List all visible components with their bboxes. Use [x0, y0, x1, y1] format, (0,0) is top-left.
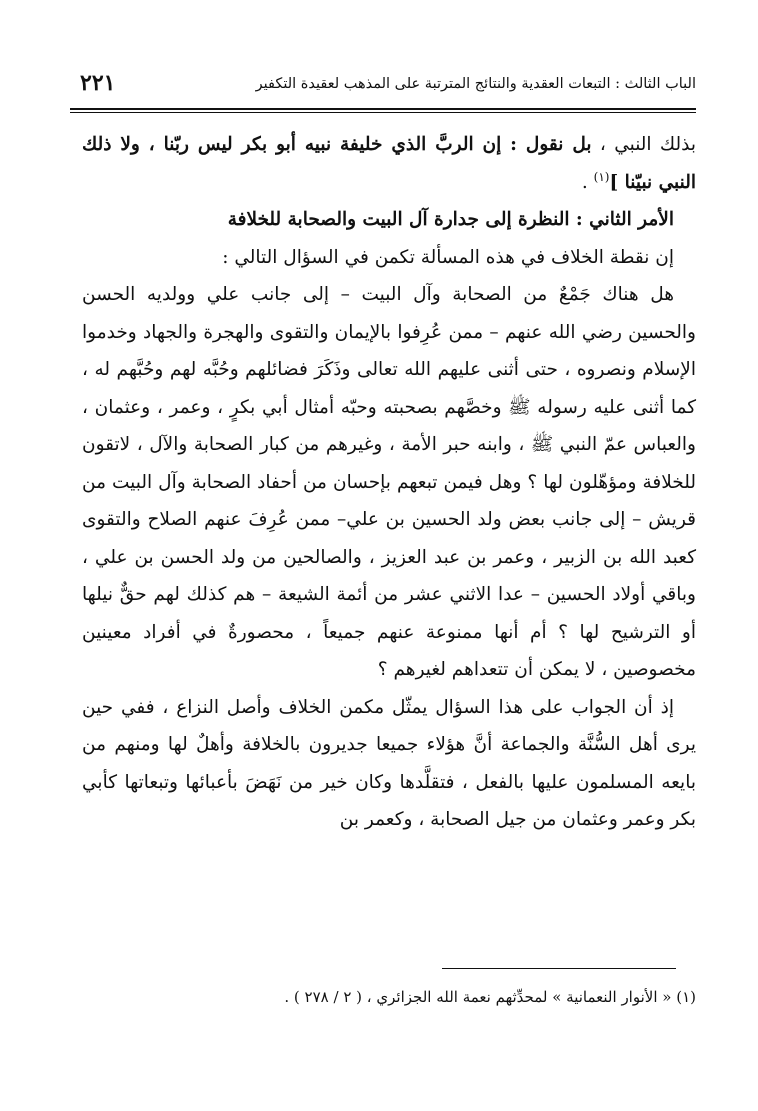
paragraph-quote-end — [82, 126, 696, 201]
quote-bold: بل نقول : إن الربَّ الذي خليفة نبيه أبو بكر ليس ربّنا ، ولا ذلك النبي نبيّنا ] — [82, 134, 696, 193]
section-heading-text: الأمر الثاني : النظرة إلى جدارة آل البيت والصحابة للخلافة — [227, 209, 674, 230]
main-text — [82, 126, 696, 839]
running-title: الباب الثالث : التبعات العقدية والنتائج المترتبة على المذهب لعقيدة التكفير — [255, 76, 696, 92]
paragraph: إذ أن الجواب على هذا السؤال يمثّل مكمن الخلاف وأصل النزاع ، ففي حين يرى أهل السُّنَّة والجماعة أنَّ هؤلاء جميعا جديرون بالخلافة وأهلٌ لها ومنهم من بايعه المسلمون عليها بالفعل ، فتقلَّدها وكان خير من نَهَضَ بأعبائها وتبعاتها كأبي بكر وعمر وعثمان من جيل الصحابة ، وكعمر بن — [82, 696, 696, 830]
page-number: ٢٢١ — [80, 70, 116, 96]
quote-lead: بذلك النبي ، — [591, 134, 697, 155]
section-heading — [82, 201, 696, 239]
paragraph: إن نقطة الخلاف في هذه المسألة تكمن في السؤال التالي : — [222, 246, 674, 268]
header-rule — [70, 108, 696, 110]
quote-end: . — [581, 171, 594, 193]
page-header — [70, 70, 696, 108]
footnote-reference: (١) — [593, 169, 610, 184]
footnote-separator — [442, 968, 676, 969]
footnote: (١) « الأنوار النعمانية » لمحدِّثهم نعمة الله الجزائري ، ( ٢ / ٢٧٨ ) . — [284, 988, 696, 1006]
header-rule-thin — [70, 112, 696, 113]
paragraph: هل هناك جَمْعٌ من الصحابة وآل البيت – إلى جانب علي وولديه الحسن والحسين رضي الله عنهم – ممن عُرِفوا بالإيمان والتقوى والهجرة والجهاد وخدموا الإسلام ونصروه ، حتى أثنى عليهم الله تعالى وذَكَرَ فضائلهم وحُبَّه لهم وحُبَّهم له ، كما أثنى عليه رسوله ﷺ وخصَّهم بصحبته وحبّه أمثال أبي بكرٍ ، وعمر ، وعثمان ، والعباس عمّ النبي ﷺ ، وابنه حبر الأمة ، وغيرهم من كبار الصحابة والآل ، لاتقون للخلافة ومؤهّلون لها ؟ وهل فيمن تبعهم بإحسان من أحفاد الصحابة وآل البيت من قريش – إلى جانب بعض ولد الحسين بن علي– ممن عُرِفَ عنهم الصلاح والتقوى كعبد الله بن الزبير ، وعمر بن عبد العزيز ، والصالحين من ولد الحسن بن علي ، وباقي أولاد الحسين – عدا الاثني عشر من أئمة الشيعة – هم كذلك لهم حقٌّ نيلها أو الترشيح لها ؟ أم أنها ممنوعة عنهم جميعاً ، محصورةٌ في أفراد معينين مخصوصين ، لا يمكن أن تتعداهم لغيرهم ؟ — [82, 284, 696, 680]
